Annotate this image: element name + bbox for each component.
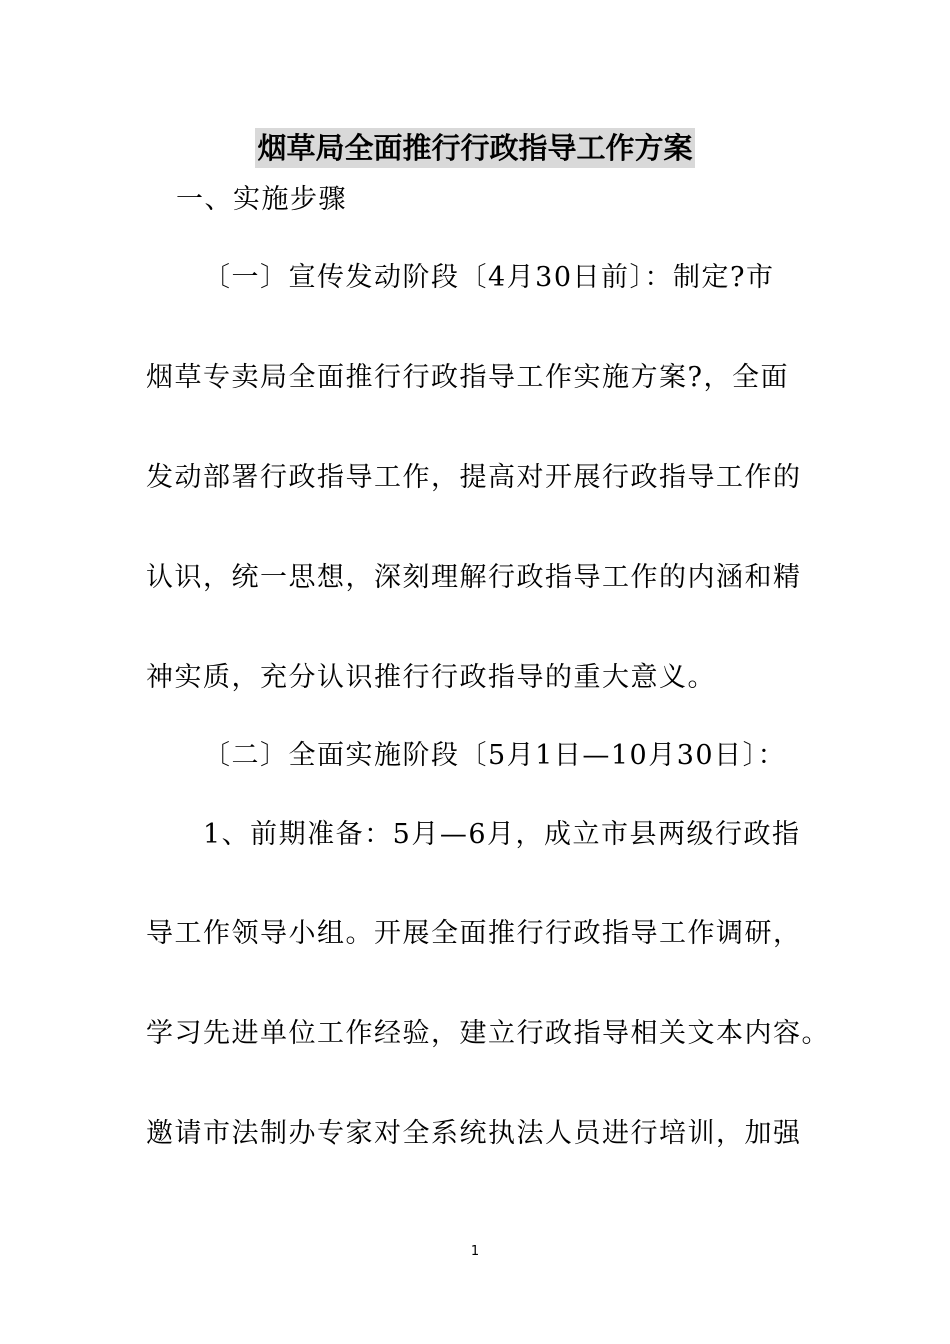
paragraph-line: 发动部署行政指导工作，提高对开展行政指导工作的 (146, 462, 802, 493)
paragraph-line: 〔一〕宣传发动阶段〔4月30日前〕：制定?市 (203, 262, 775, 293)
paragraph-line: 神实质，充分认识推行行政指导的重大意义。 (146, 662, 716, 693)
paragraph-line: 1、前期准备：5月—6月，成立市县两级行政指 (203, 819, 801, 850)
paragraph-line: 烟草专卖局全面推行行政指导工作实施方案?，全面 (146, 362, 789, 393)
paragraph-line: 〔二〕全面实施阶段〔5月1日—10月30日〕： (203, 740, 787, 771)
paragraph-line: 学习先进单位工作经验，建立行政指导相关文本内容。 (146, 1018, 830, 1049)
paragraph-line: 导工作领导小组。开展全面推行行政指导工作调研， (146, 918, 802, 949)
section-heading: 一、实施步骤 (176, 184, 347, 215)
page-number: 1 (470, 1244, 480, 1259)
paragraph-line: 认识，统一思想，深刻理解行政指导工作的内涵和精 (146, 562, 802, 593)
title-container (0, 128, 950, 168)
document-title: 烟草局全面推行行政指导工作方案 (255, 128, 694, 168)
paragraph-line: 邀请市法制办专家对全系统执法人员进行培训，加强 (146, 1118, 802, 1149)
